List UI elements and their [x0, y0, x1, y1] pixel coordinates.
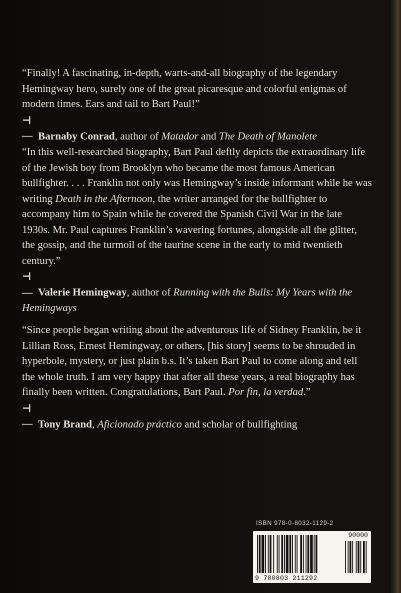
attribution-text: , author of	[126, 287, 174, 299]
blurb-hemingway	[22, 145, 372, 317]
barcode-digits: 9 780803 211292	[255, 575, 318, 582]
barcode-bar	[310, 535, 313, 573]
blurb-attribution	[22, 270, 372, 317]
cover-edge	[391, 0, 401, 593]
barcode-bar	[356, 541, 357, 573]
blurb-quote: “Finally! A fascinating, in-depth, warts-and-all biography of the legendary Hemingway hero, surely one of the great picaresque and colorful enigmas of modern times. Ears and tail to Bart Paul!”	[22, 68, 347, 110]
quote-phrase: Por fin, la verdad	[228, 387, 304, 398]
attribution-work: The Death of Manolete	[218, 131, 317, 142]
blurb-attribution	[22, 402, 372, 433]
barcode-bar	[273, 535, 274, 573]
isbn-label: ISBN 978-0-8032-1129-2	[256, 520, 334, 527]
attribution-name: Tony Brand	[38, 419, 93, 430]
blurb-brand	[22, 323, 372, 433]
attribution-text: and scholar of bullfighting	[181, 419, 298, 430]
attribution-work: Aficionado práctico	[97, 419, 182, 430]
barcode-bar	[306, 535, 307, 573]
attribution-text: and	[198, 131, 219, 142]
attribution-work: Matador	[161, 131, 199, 142]
barcode-bar	[292, 535, 293, 573]
quote-text: “Since people began writing about the adventurous life of Sidney Franklin, be it Lillian Ross, Ernest Hemingway, or others, [his story] seems to be shrouded in hyperbole, mystery, or just plain b.s. It’s taken Bart Paul to come along and tell the whole truth. I am very happy that after all these years, a real biography has finally been written. Congratulations, Bart Paul.	[22, 325, 362, 398]
barcode-bar	[358, 541, 360, 573]
barcode-bar	[279, 535, 280, 573]
barcode-bar	[352, 541, 353, 573]
barcode-bar	[270, 535, 272, 573]
blurb-quote	[22, 323, 372, 401]
barcode-bar	[262, 535, 265, 573]
barcode-bar	[303, 535, 304, 573]
barcode-bar	[307, 535, 309, 573]
barcode-bar	[314, 535, 315, 573]
barcode-bar	[284, 535, 285, 573]
barcode-bar	[265, 535, 266, 573]
barcode-bar	[316, 535, 318, 573]
quote-text: , the writer arranged for the bullfighter to accompany him to Spain while he covered the Spanish Civil War in the late 1930s. Mr. Paul captures Franklin’s wavering fortunes, alongside all the glitter, the gossip, and the turmoil of the taurine scene in the early to mid twentieth century.”	[22, 193, 357, 267]
barcode-bar	[281, 535, 283, 573]
barcode-bar	[286, 535, 289, 573]
barcode-bar	[295, 535, 296, 573]
dash-icon: ⊣—	[22, 403, 33, 430]
blurb-quote	[22, 145, 372, 269]
barcode-bar	[289, 535, 291, 573]
quote-title: Death in the Afternoon	[55, 193, 153, 205]
barcode-bar	[268, 535, 269, 573]
barcode-bar	[348, 541, 349, 573]
barcode-bar	[300, 535, 302, 573]
barcode-bar	[363, 541, 365, 573]
dash-icon: ⊣—	[22, 272, 33, 299]
barcode-bar	[366, 541, 367, 573]
attribution-text: ,	[92, 419, 98, 430]
barcode-bar	[360, 541, 361, 573]
barcode-price-code: 90000	[348, 532, 368, 539]
dash-icon: ⊣—	[22, 115, 33, 142]
attribution-text: , author of	[114, 131, 162, 142]
blurb-conrad	[22, 66, 372, 145]
blurb-attribution	[22, 114, 372, 145]
barcode	[253, 531, 371, 583]
barcode-bar	[345, 541, 346, 573]
quote-text: “In this well-researched biography, Bart Paul deftly depicts the extraordinary life of the Jewish boy from Brooklyn who became the most famous American bullfighter. . . . Franklin not only was Hemingway’s inside informant while he was writing	[22, 147, 372, 205]
barcode-bar	[259, 535, 261, 573]
attribution-work: Running with the Bulls: My Years with the Hemingways	[22, 287, 353, 314]
attribution-name: Barnaby Conrad	[38, 131, 115, 142]
quote-text: .”	[303, 387, 311, 398]
barcode-bar	[297, 535, 298, 573]
attribution-name: Valerie Hemingway	[38, 287, 127, 299]
barcode-bar	[350, 541, 352, 573]
barcode-bar	[257, 535, 258, 573]
barcode-bar	[277, 535, 278, 573]
